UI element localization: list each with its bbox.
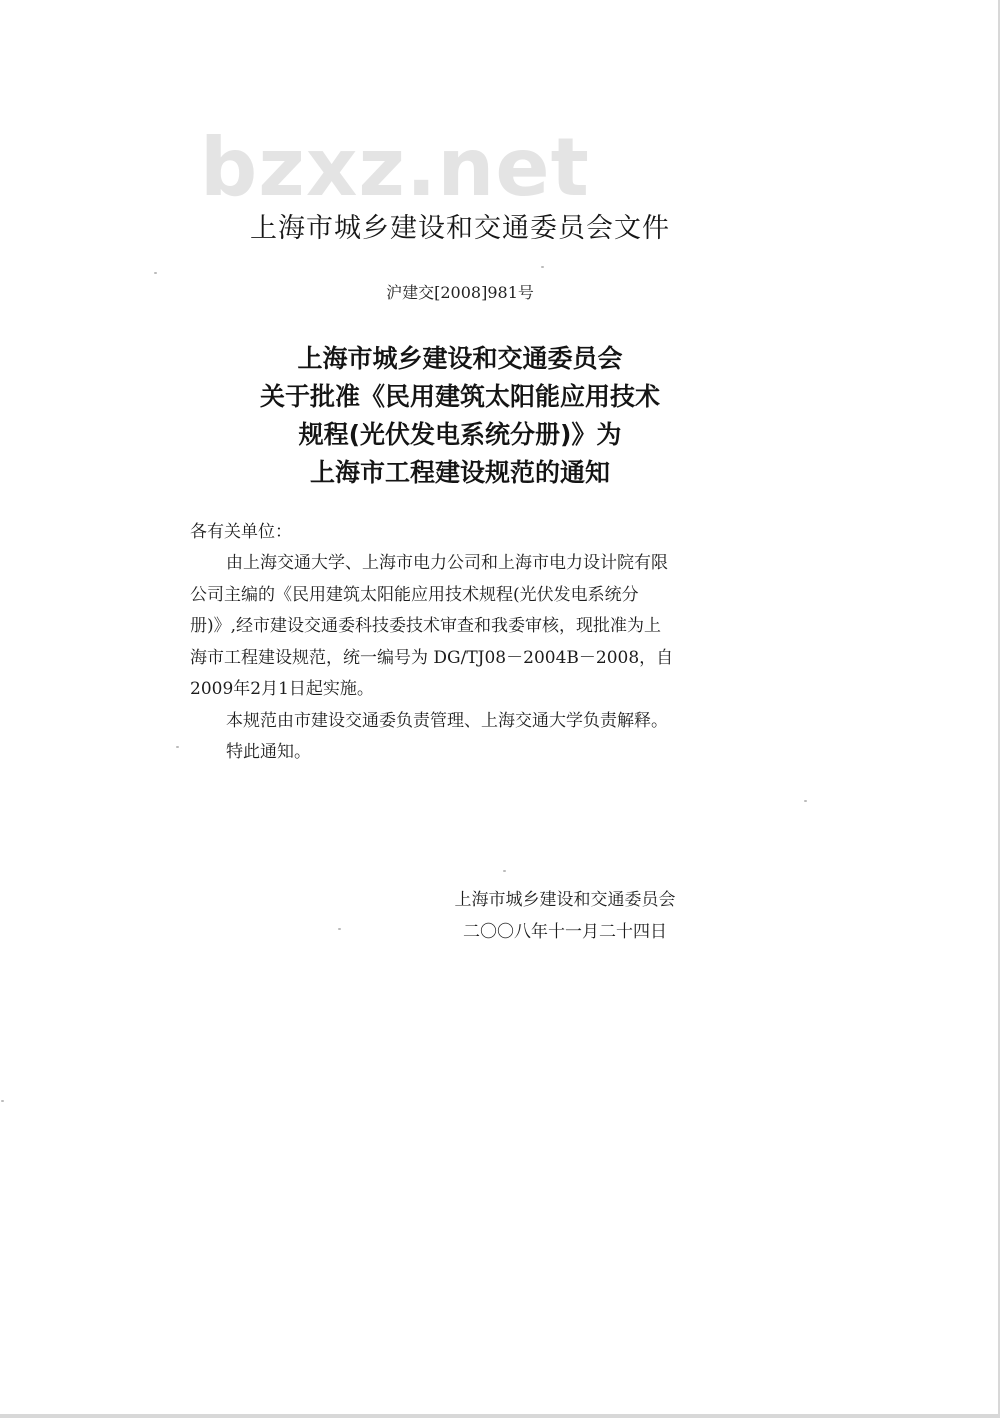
notice-body bbox=[190, 548, 730, 769]
salutation: 各有关单位： bbox=[190, 522, 292, 542]
body-line: 海市工程建设规范，统一编号为 DG/TJ08－2004B－2008，自 bbox=[190, 647, 674, 668]
scan-speck bbox=[154, 272, 157, 274]
body-line: 2009年2月1日起实施。 bbox=[190, 679, 374, 699]
scan-speck bbox=[503, 870, 506, 872]
document-number: 沪建交[2008]981号 bbox=[386, 283, 534, 302]
watermark: bzxz.net bbox=[200, 121, 590, 214]
notice-title bbox=[200, 340, 720, 492]
signature-organization: 上海市城乡建设和交通委员会 bbox=[454, 890, 676, 910]
signature-date: 二〇〇八年十一月二十四日 bbox=[463, 922, 667, 942]
scan-speck bbox=[176, 746, 179, 748]
title-line: 关于批准《民用建筑太阳能应用技术 bbox=[259, 382, 660, 411]
issuer-file-header: 上海市城乡建设和交通委员会文件 bbox=[250, 213, 670, 244]
body-line: 公司主编的《民用建筑太阳能应用技术规程(光伏发电系统分 bbox=[190, 584, 639, 605]
scan-speck bbox=[338, 928, 341, 930]
body-line: 册)》,经市建设交通委科技委技术审查和我委审核，现批准为上 bbox=[190, 616, 662, 636]
scan-speck bbox=[804, 800, 807, 802]
body-paragraph-closing: 特此通知。 bbox=[226, 742, 311, 762]
signature-block bbox=[420, 884, 710, 948]
scan-speck bbox=[541, 266, 544, 268]
title-line: 上海市工程建设规范的通知 bbox=[309, 458, 610, 487]
body-line: 由上海交通大学、上海市电力公司和上海市电力设计院有限 bbox=[226, 553, 668, 573]
body-paragraph-management: 本规范由市建设交通委负责管理、上海交通大学负责解释。 bbox=[226, 710, 668, 731]
title-line: 规程(光伏发电系统分册)》为 bbox=[298, 420, 622, 449]
scan-speck bbox=[1, 1100, 4, 1102]
title-line: 上海市城乡建设和交通委员会 bbox=[297, 344, 623, 373]
